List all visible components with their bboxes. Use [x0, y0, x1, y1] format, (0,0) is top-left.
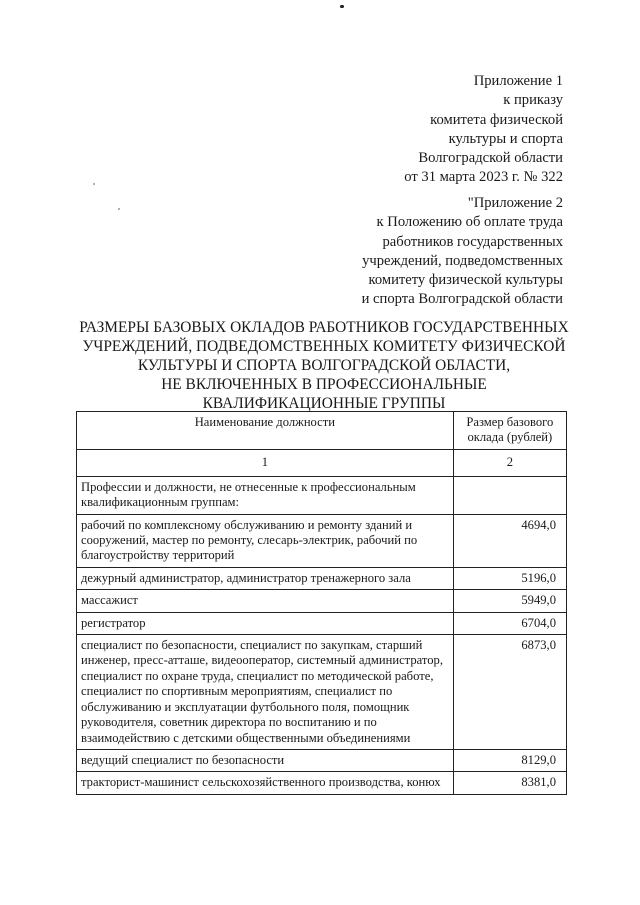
table-row — [77, 567, 567, 589]
scan-mark — [340, 5, 344, 8]
salary-cell: 5949,0 — [453, 590, 566, 612]
annex-2-line: учреждений, подведомственных — [362, 252, 563, 269]
annex-2-block — [362, 194, 563, 310]
position-name-cell: Профессии и должности, не отнесенные к профессиональным квалификационным группам: — [77, 476, 454, 514]
salary-cell — [453, 476, 566, 514]
table-header-row — [77, 412, 567, 450]
salary-cell: 4694,0 — [453, 514, 566, 567]
column-number: 2 — [453, 449, 566, 476]
salary-cell: 6873,0 — [453, 635, 566, 750]
column-number: 1 — [77, 449, 454, 476]
annex-2-line: "Приложение 2 — [467, 195, 563, 211]
annex-1-line: Волгоградской области — [418, 150, 563, 167]
annex-2-line: работников государственных — [382, 233, 563, 250]
title-line: НЕ ВКЛЮЧЕННЫХ В ПРОФЕССИОНАЛЬНЫЕ — [161, 376, 487, 393]
annex-1-block — [404, 72, 563, 188]
document-title — [60, 318, 588, 413]
title-line: УЧРЕЖДЕНИЙ, ПОДВЕДОМСТВЕННЫХ КОМИТЕТУ ФИЗИЧЕСКОЙ — [82, 338, 566, 355]
title-line: КУЛЬТУРЫ И СПОРТА ВОЛГОГРАДСКОЙ ОБЛАСТИ, — [137, 357, 511, 374]
salary-cell: 8381,0 — [453, 772, 566, 794]
scan-speck — [118, 208, 120, 210]
position-name-cell: тракторист-машинист сельскохозяйственного производства, конюх — [77, 772, 454, 794]
position-name-cell: рабочий по комплексному обслуживанию и ремонту зданий и сооружений, мастер по ремонту, слесарь-электрик, рабочий по благоустройству территорий — [77, 514, 454, 567]
table-row — [77, 635, 567, 750]
salary-cell: 8129,0 — [453, 749, 566, 771]
annex-1-line: Приложение 1 — [473, 73, 563, 89]
annex-2-line: комитету физической культуры — [368, 272, 563, 289]
annex-2-line: и спорта Волгоградской области — [361, 291, 563, 308]
position-name-cell: дежурный администратор, администратор тренажерного зала — [77, 567, 454, 589]
salary-table — [76, 411, 567, 795]
position-name-cell: массажист — [77, 590, 454, 612]
header-base-salary: Размер базового оклада (рублей) — [453, 412, 566, 450]
header-position-name: Наименование должности — [77, 412, 454, 450]
annex-1-line: культуры и спорта — [448, 130, 563, 147]
scan-speck — [93, 183, 95, 185]
table-row — [77, 590, 567, 612]
table-row — [77, 612, 567, 634]
title-line: РАЗМЕРЫ БАЗОВЫХ ОКЛАДОВ РАБОТНИКОВ ГОСУДАРСТВЕННЫХ — [79, 319, 569, 336]
salary-cell: 6704,0 — [453, 612, 566, 634]
position-name-cell: ведущий специалист по безопасности — [77, 749, 454, 771]
salary-cell: 5196,0 — [453, 567, 566, 589]
annex-1-line: к приказу — [503, 92, 563, 109]
table-row — [77, 749, 567, 771]
position-name-cell: регистратор — [77, 612, 454, 634]
table-row — [77, 772, 567, 794]
annex-2-line: к Положению об оплате труда — [376, 214, 563, 231]
table-row — [77, 476, 567, 514]
annex-1-line: от 31 марта 2023 г. № 322 — [404, 169, 563, 186]
table-row — [77, 514, 567, 567]
title-line: КВАЛИФИКАЦИОННЫЕ ГРУППЫ — [202, 395, 446, 412]
position-name-cell: специалист по безопасности, специалист по закупкам, старший инженер, пресс-атташе, видеооператор, системный администратор, специалист по охране труда, специалист по методической работе, специалист по спортивным мероприятиям, специалист по обслуживанию и эксплуатации футбольного поля, помощник руководителя, советник директора по воспитанию и по взаимодействию с детскими общественными объединениями — [77, 635, 454, 750]
annex-1-line: комитета физической — [430, 111, 563, 128]
column-number-row — [77, 449, 567, 476]
